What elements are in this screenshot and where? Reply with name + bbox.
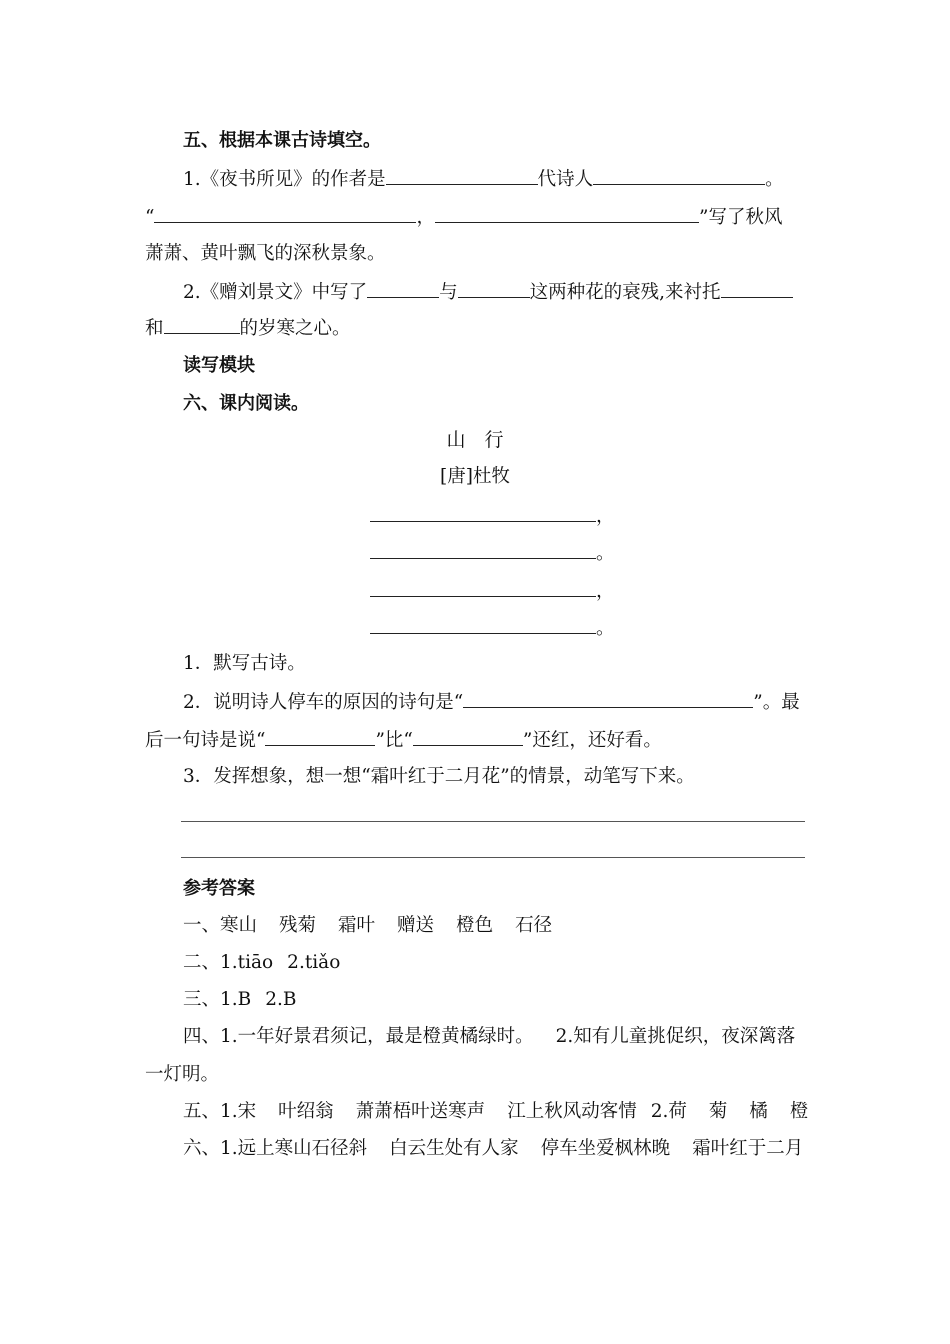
answer-2: [183, 950, 807, 976]
answer-blank[interactable]: [458, 279, 530, 298]
answer-6: [183, 1136, 807, 1162]
q6-2-line2-b: ”比“: [375, 730, 413, 751]
answer-item: 叶绍翁: [278, 1101, 334, 1122]
answer-item: 残菊: [279, 915, 317, 936]
q5-2-mid1: 与: [439, 282, 458, 303]
q5-1-end: 。: [765, 169, 784, 190]
q6-2-line2-c: ”还红，还好看。: [522, 730, 662, 751]
answer-item: 橘: [749, 1101, 768, 1122]
answer-item: 停车坐爱枫林晚: [540, 1138, 671, 1159]
poem-punct: 。: [596, 543, 615, 564]
q6-2-prefix: 2．说明诗人停车的原因的诗句是“: [183, 692, 464, 713]
poem-punct: 。: [596, 618, 615, 639]
answer-item: 2.tiǎo: [287, 952, 341, 973]
answer-item: 橙: [789, 1101, 809, 1122]
q5-1-prefix: 1.《夜书所见》的作者是: [183, 169, 386, 190]
section-five-heading: 五、根据本课古诗填空。: [183, 130, 381, 151]
answer-item: 萧萧梧叶送寒声: [355, 1101, 486, 1122]
answer-item: 霜叶红于二月: [692, 1138, 804, 1159]
answer-blank[interactable]: [370, 615, 596, 634]
answer-item: 菊: [708, 1101, 728, 1122]
answer-blank[interactable]: [435, 204, 699, 223]
poem-punct: ，: [596, 506, 615, 527]
question-5-2: [183, 279, 807, 306]
question-6-3: 3．发挥想象，想一想“霜叶红于二月花”的情景，动笔写下来。: [183, 766, 695, 787]
q5-1-mid: 代诗人: [537, 169, 594, 190]
answer-blank[interactable]: [413, 727, 523, 746]
answer-blank[interactable]: [367, 279, 439, 298]
q6-2-line2-a: 后一句诗是说“: [145, 730, 266, 751]
poem-line-2: [370, 540, 615, 567]
answer-blank[interactable]: [463, 689, 753, 708]
answer-item: 橙色: [456, 915, 494, 936]
q5-2-end: 的岁寒之心。: [239, 318, 351, 339]
comma: ，: [416, 207, 435, 228]
question-6-2-continued: [145, 727, 807, 754]
writing-line[interactable]: [181, 857, 805, 858]
answer-item: 四、1.一年好景君须记，最是橙黄橘绿时。: [183, 1026, 534, 1047]
answer-item: 三、1.B: [183, 989, 252, 1010]
answer-1: [183, 913, 807, 939]
answer-item: 2.B: [265, 989, 297, 1010]
module-title: 读写模块: [183, 355, 255, 376]
question-5-1-continued: 萧萧、黄叶飘飞的深秋景象。: [145, 243, 386, 264]
answer-blank[interactable]: [370, 540, 596, 559]
answers-title: 参考答案: [183, 878, 255, 899]
answer-4-continued: 一灯明。: [145, 1064, 220, 1085]
poem-line-1: [370, 503, 615, 530]
answer-item: 霜叶: [338, 915, 376, 936]
poem-title: 山 行: [446, 429, 504, 451]
answer-item: 五、1.宋: [183, 1101, 257, 1122]
question-5-1-quote: [145, 204, 807, 231]
answer-blank[interactable]: [370, 578, 596, 597]
writing-line[interactable]: [181, 821, 805, 822]
answer-item: 赠送: [397, 915, 435, 936]
q6-2-suffix: ”。最: [753, 692, 800, 713]
poem-line-3: [370, 578, 615, 605]
poem-line-4: [370, 615, 615, 642]
answer-item: 一、寒山: [183, 915, 258, 936]
answer-blank[interactable]: [265, 727, 375, 746]
answer-item: 二、1.tiāo: [183, 952, 274, 973]
answer-blank[interactable]: [154, 204, 416, 223]
question-5-1: [183, 166, 807, 193]
question-6-1: 1．默写古诗。: [183, 653, 306, 674]
q5-2-prefix: 2.《赠刘景文》中写了: [183, 282, 368, 303]
answer-item: 石径: [515, 915, 553, 936]
answer-item: 2.荷: [650, 1101, 687, 1122]
quote-close: ”写了秋风: [698, 207, 783, 228]
answer-5: [183, 1099, 807, 1125]
q5-2-mid2: 这两种花的衰残,来衬托: [529, 282, 721, 303]
answer-blank[interactable]: [386, 166, 538, 185]
answer-item: 2.知有儿童挑促织，夜深篱落: [555, 1026, 796, 1047]
answer-item: 白云生处有人家: [389, 1138, 519, 1159]
answer-item: 六、1.远上寒山石径斜: [183, 1138, 368, 1159]
answer-blank[interactable]: [164, 315, 240, 334]
q5-2-line2-start: 和: [145, 318, 164, 339]
answer-blank[interactable]: [593, 166, 765, 185]
question-6-2: [183, 689, 807, 716]
quote-open: “: [145, 207, 155, 228]
section-six-heading: 六、课内阅读。: [183, 393, 309, 414]
answer-blank[interactable]: [370, 503, 596, 522]
answer-4: [183, 1024, 807, 1050]
answer-3: [183, 987, 807, 1013]
question-5-2-continued: [145, 315, 807, 342]
answer-item: 江上秋风动客情: [507, 1101, 637, 1122]
poem-punct: ，: [596, 581, 615, 602]
answer-blank[interactable]: [721, 279, 793, 298]
poem-author: [唐]杜牧: [440, 466, 510, 487]
